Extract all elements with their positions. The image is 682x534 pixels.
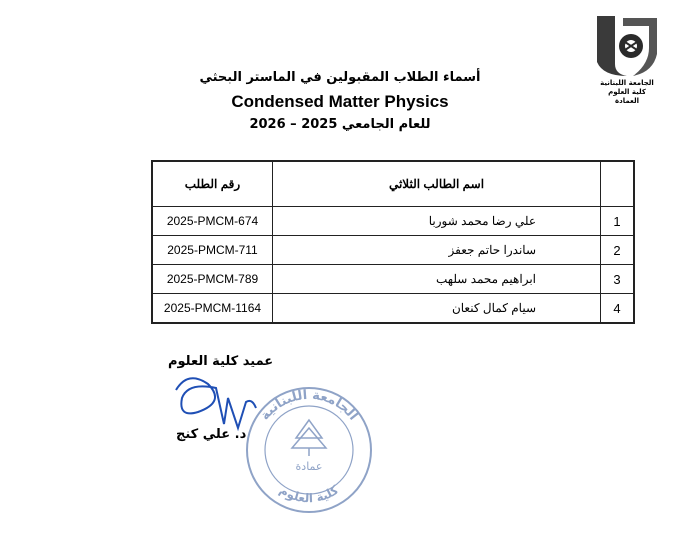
row-number-cell: 2 bbox=[601, 236, 635, 265]
student-name-cell: سيام كمال كنعان bbox=[273, 294, 601, 324]
university-logo-text: الجامعة اللبنانية كلية العلوم العمادة bbox=[600, 79, 654, 105]
title-arabic: أسماء الطلاب المقبولين في الماستر البحثي bbox=[199, 70, 481, 85]
student-name-cell: ساندرا حاتم جعفز bbox=[273, 236, 601, 265]
header-request-number: رقم الطلب bbox=[152, 161, 273, 207]
row-number-cell: 3 bbox=[601, 265, 635, 294]
request-number-cell: 2025-PMCM-1164 bbox=[152, 294, 273, 324]
row-number-cell: 1 bbox=[601, 207, 635, 236]
academic-year bbox=[140, 117, 540, 132]
table-row bbox=[152, 236, 634, 265]
request-number-cell: 2025-PMCM-674 bbox=[152, 207, 273, 236]
header-student-name: اسم الطالب الثلاثي bbox=[273, 161, 601, 207]
student-name-cell: علي رضا محمد شوربا bbox=[273, 207, 601, 236]
table-row bbox=[152, 207, 634, 236]
request-number-cell: 2025-PMCM-711 bbox=[152, 236, 273, 265]
students-table bbox=[151, 160, 635, 324]
header-number bbox=[601, 161, 635, 207]
stamp-bottom-text: كلية العلوم bbox=[276, 482, 342, 506]
university-logo bbox=[593, 14, 661, 80]
table-row bbox=[152, 265, 634, 294]
cedar-icon bbox=[292, 420, 326, 456]
student-name-cell: ابراهيم محمد سلهب bbox=[273, 265, 601, 294]
table-header-row bbox=[152, 161, 634, 207]
dean-title: عميد كلية العلوم bbox=[168, 354, 274, 369]
dean-name: د. علي كنج bbox=[176, 427, 247, 442]
request-number-cell: 2025-PMCM-789 bbox=[152, 265, 273, 294]
svg-text:كلية العلوم bbox=[276, 483, 341, 505]
table-row bbox=[152, 294, 634, 324]
stamp-middle-text: عمادة bbox=[295, 460, 323, 473]
program-title: Condensed Matter Physics bbox=[231, 92, 449, 111]
row-number-cell: 4 bbox=[601, 294, 635, 324]
stamp-top-text: الجامعة اللبنانية bbox=[257, 387, 361, 424]
academic-year-range: 2026 – 2025 bbox=[249, 117, 338, 132]
academic-year-label: للعام الجامعي bbox=[341, 117, 431, 132]
